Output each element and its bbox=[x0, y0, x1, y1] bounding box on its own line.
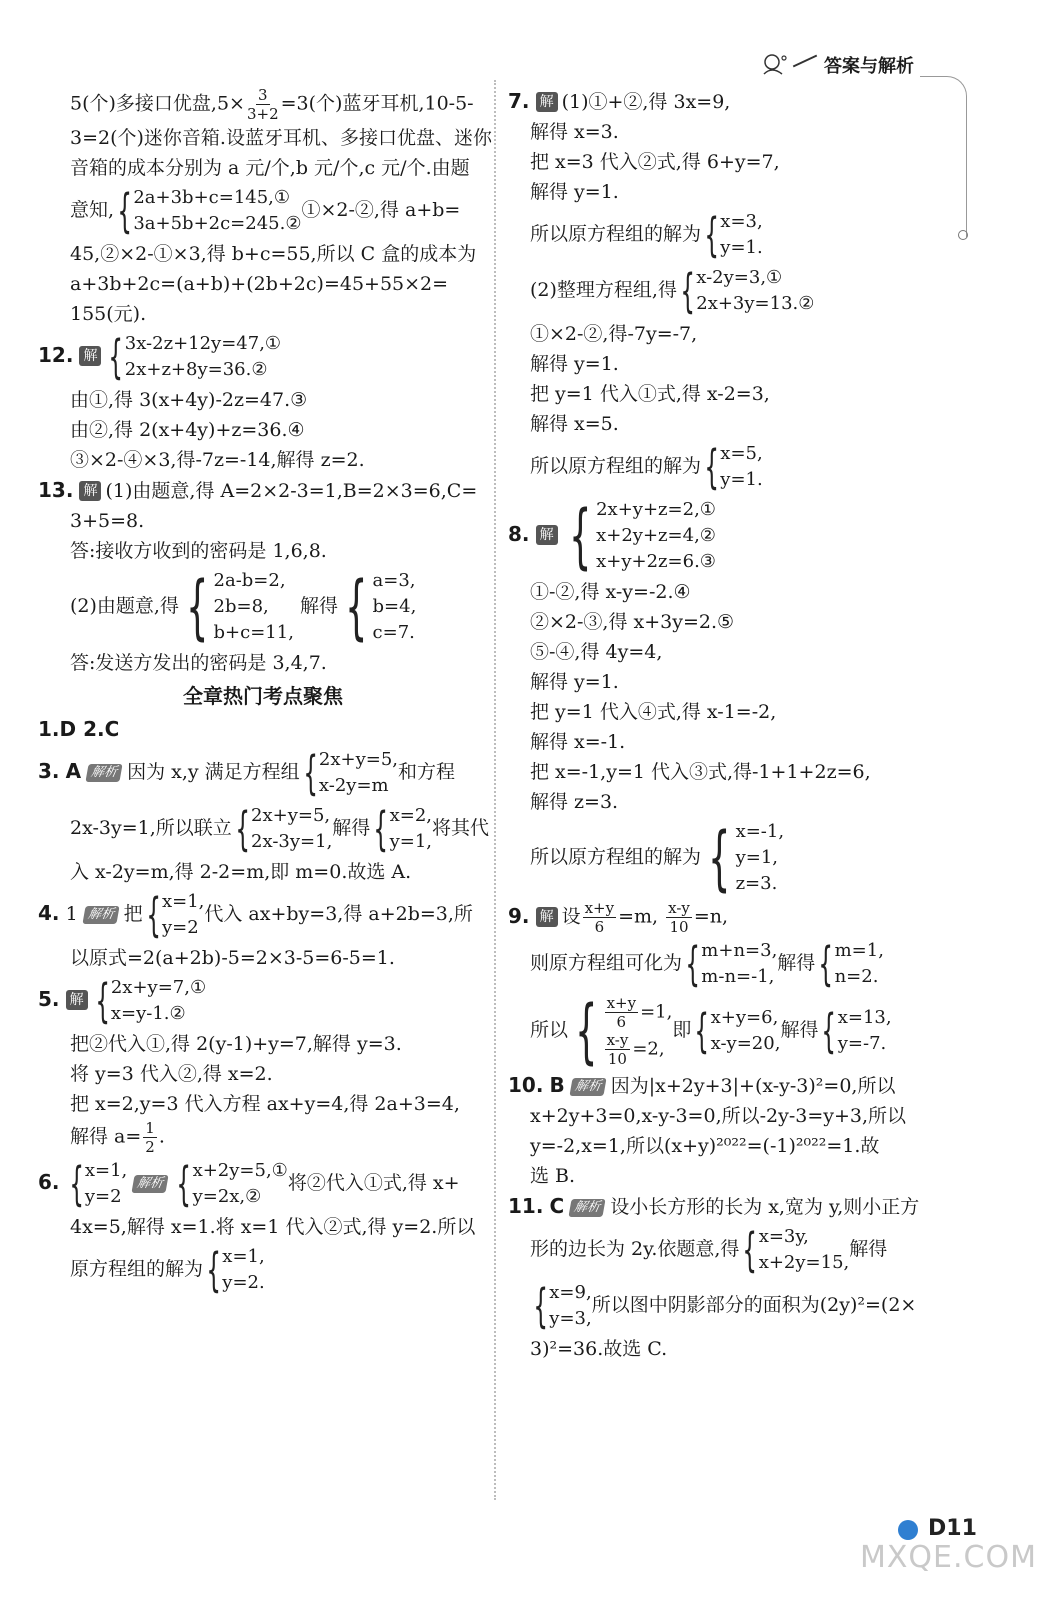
text-line: ②×2-③,得 x+3y=2.⑤ bbox=[530, 611, 735, 633]
text-line: 原方程组的解为 { x=1, y=2. bbox=[70, 1243, 265, 1297]
text-line: 由①,得 3(x+4y)-2z=47.③ bbox=[70, 389, 308, 411]
header-slash bbox=[793, 55, 817, 68]
text-line: (2)整理方程组,得 { x-2y=3,① 2x+3y=13.② bbox=[530, 264, 815, 318]
text-line: 以原式=2(a+2b)-5=2×3-5=6-5=1. bbox=[70, 947, 395, 969]
equation-system: { x=3, y=1. bbox=[704, 208, 763, 262]
text-line: 3=2(个)迷你音箱.设蓝牙耳机、多接口优盘、迷你 bbox=[70, 127, 492, 149]
text-line: 答:发送方发出的密码是 3,4,7. bbox=[70, 652, 327, 674]
question-6: 6. { x=1, y=2 解析 { x+2y=5,① y=2x,② 将②代入①式,得 x+ bbox=[38, 1157, 460, 1211]
fraction: $\frac{1}{2}$ bbox=[145, 1119, 155, 1156]
question-11: 11. C 解析 设小长方形的长为 x,宽为 y,则小正方 bbox=[508, 1194, 920, 1218]
text-line: 解得 x=3. bbox=[530, 121, 619, 143]
column-divider bbox=[494, 80, 496, 1500]
equation-system: { x+2y=5,① y=2x,② bbox=[176, 1157, 288, 1211]
text-line: 音箱的成本分别为 a 元/个,b 元/个,c 元/个.由题 bbox=[70, 157, 470, 179]
text-line: ①×2-②,得-7y=-7, bbox=[530, 323, 698, 345]
text-line: 所以原方程组的解为 { x=5, y=1. bbox=[530, 440, 763, 494]
text-line: 解得 y=1. bbox=[530, 181, 619, 203]
solution-badge: 解 bbox=[536, 525, 558, 545]
page-number: D11 bbox=[928, 1516, 977, 1541]
equation-system: { x=1, y=2 bbox=[68, 1157, 128, 1211]
equation-system: { 2x+y=7,① x=y-1.② bbox=[94, 974, 207, 1028]
equation-system: { x=2, y=1, bbox=[373, 802, 433, 856]
text-line: 解得 y=1. bbox=[530, 353, 619, 375]
question-7: 7. 解 (1)①+②,得 3x=9, bbox=[508, 89, 731, 113]
question-10: 10. B 解析 因为|x+2y+3|+(x-y-3)²=0,所以 bbox=[508, 1073, 896, 1097]
text-line: 把 x=-1,y=1 代入③式,得-1+1+2z=6, bbox=[530, 761, 871, 783]
text-line: 4x=5,解得 x=1.将 x=1 代入②式,得 y=2.所以 bbox=[70, 1216, 476, 1238]
text-line: 解得 y=1. bbox=[530, 671, 619, 693]
text-line: 把 y=1 代入①式,得 x-2=3, bbox=[530, 383, 770, 405]
equation-system: { a=3, b=4, c=7. bbox=[345, 566, 417, 648]
section-title: 全章热门考点聚焦 bbox=[183, 684, 343, 708]
text-line: 由②,得 2(x+4y)+z=36.④ bbox=[70, 419, 305, 441]
solution-badge: 解 bbox=[536, 907, 558, 927]
analysis-badge: 解析 bbox=[85, 764, 122, 782]
answers-1-2: 1.D 2.C bbox=[38, 717, 120, 741]
analysis-badge: 解析 bbox=[569, 1078, 606, 1096]
equation-system: { x=13, y=-7. bbox=[821, 1004, 892, 1058]
equation-system: { 3x-2z+12y=47,① 2x+z+8y=36.② bbox=[108, 330, 282, 384]
question-9: 9. 解 设 $\frac{x+y}{6}$ =m, $\frac{x-y}{10}$ =n, bbox=[508, 899, 729, 936]
question-12: 12. 解 { 3x-2z+12y=47,① 2x+z+8y=36.② bbox=[38, 330, 282, 384]
text-line: 把 x=3 代入②式,得 6+y=7, bbox=[530, 151, 780, 173]
text-line: 45,②×2-①×3,得 b+c=55,所以 C 盒的成本为 bbox=[70, 243, 477, 265]
equation-system: { x=3y, x+2y=15, bbox=[742, 1223, 850, 1277]
text-line: 把 x=2,y=3 代入方程 ax+y=4,得 2a+3=4, bbox=[70, 1093, 460, 1115]
equation-system: { 2a+3b+c=145,① 3a+5b+2c=245.② bbox=[117, 184, 302, 238]
right-column bbox=[508, 86, 968, 1364]
text-line: 所以 { $\frac{x+y}{6}$ =1, $\frac{x-y}{10}$ =2, 即 { x+y=6, x-y=20, 解得 { x=13, y=-7. bbox=[530, 990, 892, 1072]
text-line: 3+5=8. bbox=[70, 510, 145, 532]
fraction: $\frac{x+y}{6}$ bbox=[584, 899, 615, 936]
text-line: a+3b+2c=(a+b)+(2b+2c)=45+55×2= bbox=[70, 273, 449, 295]
text-line: 选 B. bbox=[530, 1165, 576, 1187]
text-line: { x=9, y=3, 所以图中阴影部分的面积为(2y)²=(2× bbox=[508, 1278, 968, 1334]
text-line: (2)由题意,得 { 2a-b=2, 2b=8, b+c=11, 解得 { a=3, b=4, c=7. bbox=[70, 566, 417, 648]
text-line: x+2y+3=0,x-y-3=0,所以-2y-3=y+3,所以 bbox=[530, 1105, 907, 1127]
equation-system: { x+y=6, x-y=20, bbox=[694, 1004, 781, 1058]
text-line: 3)²=36.故选 C. bbox=[530, 1338, 668, 1360]
question-8: 8. 解 { 2x+y+z=2,① x+2y+z=4,② x+y+2z=6.③ bbox=[508, 495, 716, 577]
equation-system: { x=5, y=1. bbox=[704, 440, 763, 494]
equation-system: { 2x+y+z=2,① x+2y+z=4,② x+y+2z=6.③ bbox=[568, 495, 716, 577]
text-line: y=-2,x=1,所以(x+y)²⁰²²=(-1)²⁰²²=1.故 bbox=[530, 1135, 880, 1157]
text-line: 解得 z=3. bbox=[530, 791, 619, 813]
left-column bbox=[38, 86, 492, 1298]
equation-system: { $\frac{x+y}{6}$ =1, $\frac{x-y}{10}$ =2, bbox=[575, 990, 673, 1072]
text-line: 所以原方程组的解为 { x=-1, y=1, z=3. bbox=[530, 817, 785, 899]
text-line: 把②代入①,得 2(y-1)+y=7,解得 y=3. bbox=[70, 1033, 402, 1055]
equation-system: { 2a-b=2, 2b=8, b+c=11, bbox=[186, 566, 294, 648]
text-line: 解得 x=-1. bbox=[530, 731, 626, 753]
text-line: 将 y=3 代入②,得 x=2. bbox=[70, 1063, 273, 1085]
text-line: 2x-3y=1,所以联立 { 2x+y=5, 2x-3y=1, 解得 { x=2, y=1, 将其代 bbox=[70, 802, 490, 856]
text-line: 5(个)多接口优盘,5× $\frac{3}{3+2}$ =3(个)蓝牙耳机,10-5- bbox=[70, 86, 474, 123]
text-line: 形的边长为 2y.依题意,得 { x=3y, x+2y=15, 解得 bbox=[530, 1223, 888, 1277]
equation-system: { m=1, n=2. bbox=[818, 937, 884, 991]
header-title: 答案与解析 bbox=[824, 56, 914, 77]
equation-system: { 2x+y=5, x-2y=m bbox=[302, 746, 399, 800]
decor-icon bbox=[760, 52, 790, 78]
solution-badge: 解 bbox=[79, 481, 101, 501]
equation-system: { x=-1, y=1, z=3. bbox=[708, 817, 785, 899]
analysis-badge: 解析 bbox=[569, 1199, 606, 1217]
watermark: MXQE.COM bbox=[860, 1540, 1037, 1575]
text-line: 意知, { 2a+3b+c=145,① 3a+5b+2c=245.② ①×2-②,得 a+b= bbox=[70, 184, 461, 238]
text-line: ⑤-④,得 4y=4, bbox=[530, 641, 663, 663]
text-line: ①-②,得 x-y=-2.④ bbox=[530, 581, 691, 603]
analysis-badge: 解析 bbox=[132, 1175, 169, 1193]
equation-system: { x=1, y=2. bbox=[206, 1243, 265, 1297]
text-line: 入 x-2y=m,得 2-2=m,即 m=0.故选 A. bbox=[70, 861, 412, 883]
analysis-badge: 解析 bbox=[82, 906, 119, 924]
text-line: 则原方程组可化为 { m+n=3, m-n=-1, 解得 { m=1, n=2. bbox=[530, 937, 884, 991]
fraction: $\frac{x-y}{10}$ bbox=[668, 899, 690, 936]
solution-badge: 解 bbox=[536, 92, 558, 112]
text-line: 答:接收方收到的密码是 1,6,8. bbox=[70, 540, 327, 562]
page-header bbox=[760, 52, 940, 82]
fraction: $\frac{3}{3+2}$ bbox=[246, 86, 279, 123]
equation-system: { m+n=3, m-n=-1, bbox=[685, 937, 778, 991]
text-line: 所以原方程组的解为 { x=3, y=1. bbox=[530, 208, 763, 262]
text-line: ③×2-④×3,得-7z=-14,解得 z=2. bbox=[70, 449, 365, 471]
solution-badge: 解 bbox=[66, 990, 88, 1010]
text-line: 155(元). bbox=[70, 303, 147, 325]
equation-system: { x-2y=3,① 2x+3y=13.② bbox=[680, 264, 815, 318]
equation-system: { x=1, y=2 bbox=[146, 888, 205, 942]
question-5: 5. 解 { 2x+y=7,① x=y-1.② bbox=[38, 974, 207, 1028]
text-line: 解得 x=5. bbox=[530, 413, 619, 435]
text-line: 把 y=1 代入④式,得 x-1=-2, bbox=[530, 701, 777, 723]
text-line: 解得 a= $\frac{1}{2}$ . bbox=[70, 1119, 165, 1156]
equation-system: { x=9, y=3, bbox=[533, 1279, 592, 1333]
question-13: 13. 解 (1)由题意,得 A=2×2-3=1,B=2×3=6,C= bbox=[38, 478, 478, 502]
question-4: 4. 1 解析 把 { x=1, y=2 代入 ax+by=3,得 a+2b=3,所 bbox=[38, 888, 473, 942]
equation-system: { 2x+y=5, 2x-3y=1, bbox=[235, 802, 333, 856]
page-dot-icon bbox=[898, 1520, 918, 1540]
question-3: 3. A 解析 因为 x,y 满足方程组 { 2x+y=5, x-2y=m 和方程 bbox=[38, 746, 456, 800]
solution-badge: 解 bbox=[79, 346, 101, 366]
